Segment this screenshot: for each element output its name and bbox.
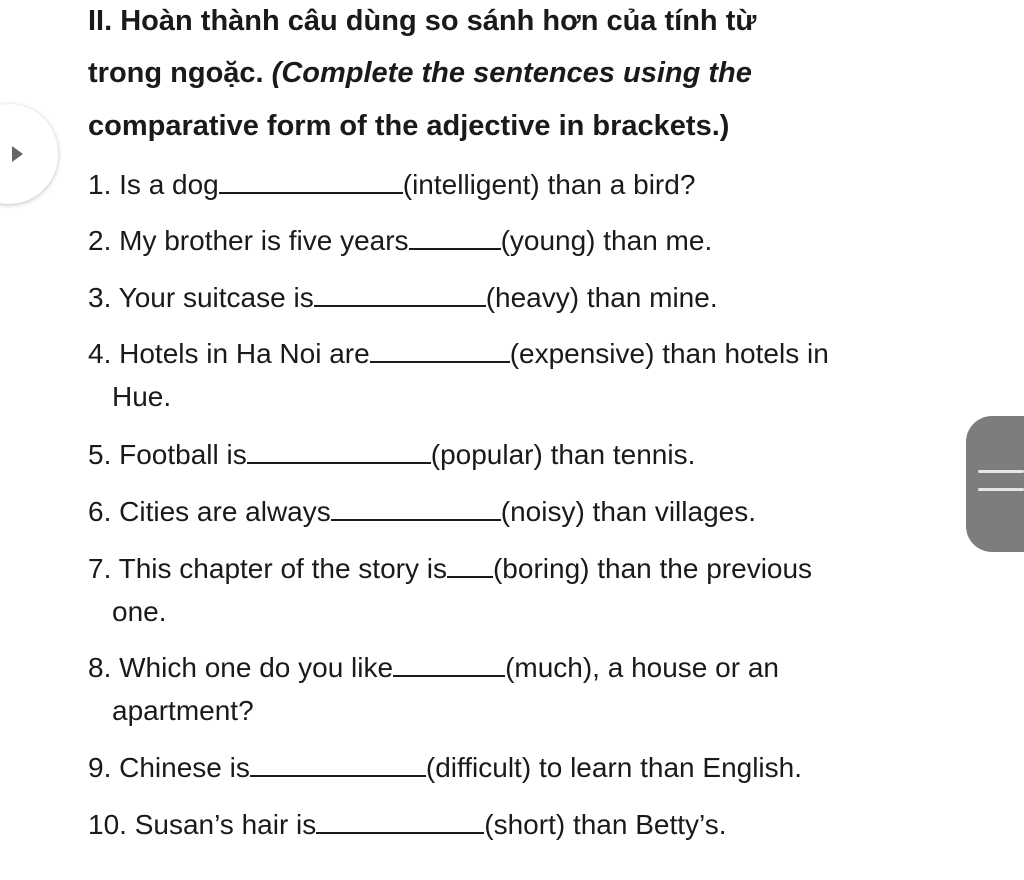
sentence-4 [88,339,829,370]
answer-blank-7[interactable] [447,554,493,578]
sentence-4-start: 4. Hotels in Ha Noi are [88,338,370,369]
sentence-5 [88,440,695,471]
sentence-6-start: 6. Cities are always [88,496,331,527]
title-vietnamese-end: trong ngoặc. [88,57,272,89]
sentence-10-start: 10. Susan’s hair is [88,809,317,840]
drag-handle-icon-line [978,488,1024,491]
sentence-10-end: (short) than Betty’s. [484,809,727,840]
sentence-1-start: 1. Is a dog [88,169,219,200]
sentence-6 [88,497,756,528]
answer-blank-9[interactable] [250,753,426,777]
sentence-1 [88,170,695,201]
sentence-1-end: (intelligent) than a bird? [402,169,696,200]
scroll-handle[interactable] [966,416,1024,552]
sentence-7-start: 7. This chapter of the story is [88,553,447,584]
sentence-10 [88,810,727,841]
sentence-3 [88,283,718,314]
answer-blank-6[interactable] [331,497,501,521]
exercise-title-line-2 [88,58,968,90]
sentence-9 [88,753,802,784]
sentence-4-continuation: Hue. [112,381,172,412]
sentence-7-continuation: one. [112,596,167,627]
sentence-5-start: 5. Football is [88,439,247,470]
sentence-6-end: (noisy) than villages. [500,496,756,527]
exercise-title-line-3: comparative form of the adjective in brackets.) [88,110,730,142]
answer-blank-2[interactable] [409,226,501,250]
sentence-7 [88,554,812,585]
chevron-right-icon [12,146,23,162]
sentence-2-start: 2. My brother is five years [88,225,409,256]
sentence-7-end: (boring) than the previous [492,553,813,584]
exercise-title-line-1: II. Hoàn thành câu dùng so sánh hơn của tính từ [88,5,757,37]
sentence-3-end: (heavy) than mine. [485,282,718,313]
sentence-9-end: (difficult) to learn than English. [425,752,803,783]
title-english-start: (Complete the sentences using the [271,57,752,89]
sentence-4-end: (expensive) than hotels in [509,338,829,369]
sentence-8-end: (much), a house or an [505,652,779,683]
answer-blank-4[interactable] [370,339,510,363]
answer-blank-8[interactable] [393,653,505,677]
sentence-8-start: 8. Which one do you like [88,652,394,683]
answer-blank-5[interactable] [247,440,431,464]
answer-blank-10[interactable] [316,810,484,834]
drag-handle-icon [978,470,1024,473]
sentence-8-continuation: apartment? [112,695,254,726]
sentence-8 [88,653,779,684]
answer-blank-1[interactable] [219,170,403,194]
sentence-5-end: (popular) than tennis. [430,439,696,470]
answer-blank-3[interactable] [314,283,486,307]
sentence-2 [88,226,712,257]
expand-panel-tab[interactable] [0,104,58,204]
sentence-2-end: (young) than me. [500,225,713,256]
sentence-3-start: 3. Your suitcase is [88,282,314,313]
sentence-9-start: 9. Chinese is [88,752,250,783]
